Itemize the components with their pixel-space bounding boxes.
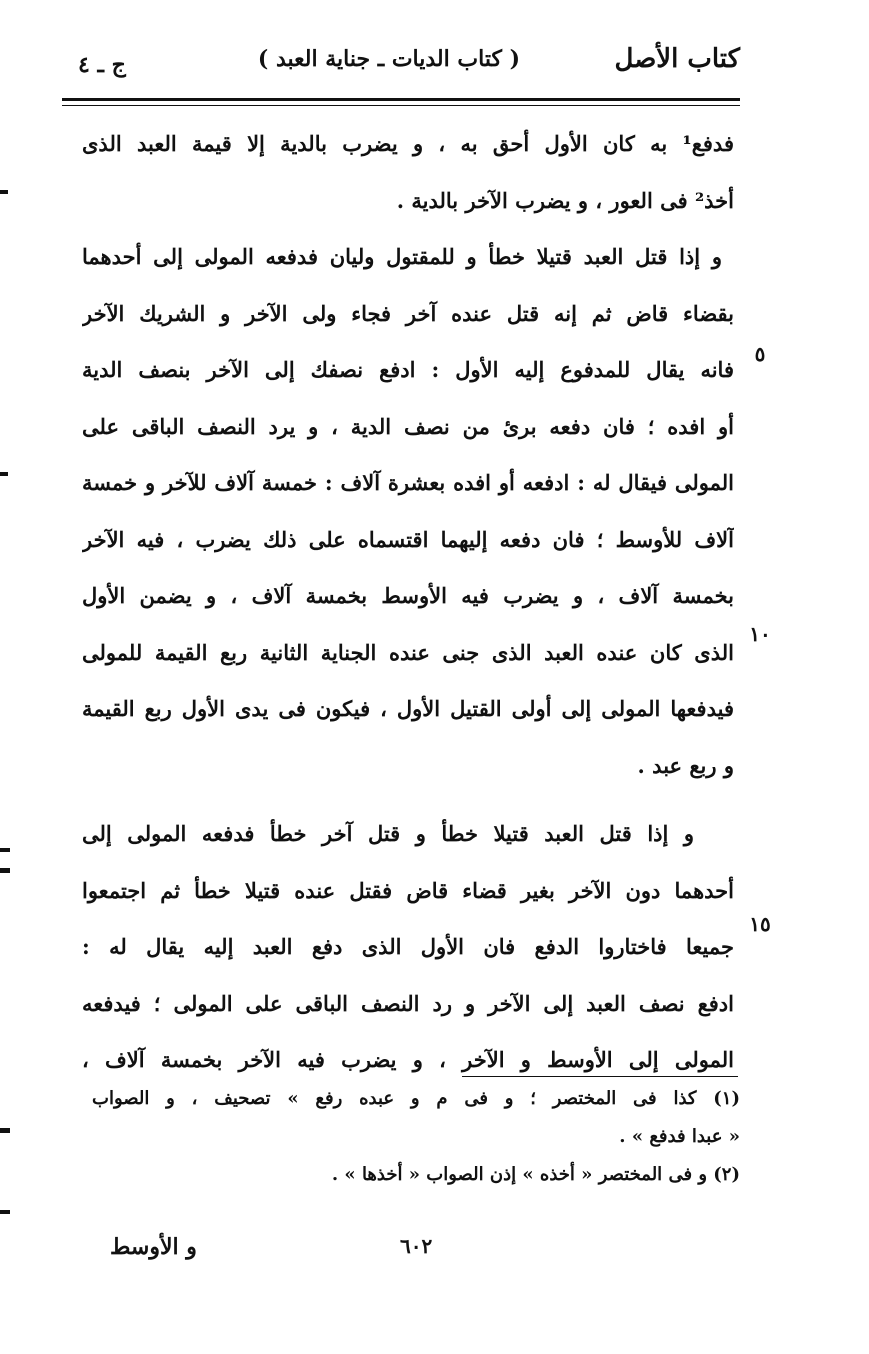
footnote-2: (٢) و فى المختصر « أخذه » إذن الصواب « أخذها » . (331, 1164, 740, 1185)
footnote-rule (462, 1076, 738, 1077)
text-line: الذى كان عنده العبد الذى جنى عنده الجناية الثانية ربع القيمة للمولى (82, 639, 734, 665)
scan-mark (0, 848, 10, 852)
text-line: جميعا فاختاروا الدفع فان الأول الذى دفع العبد إليه يقال له : (82, 934, 734, 959)
text-line: أخذ² فى العور ، و يضرب الآخر بالدية . (396, 187, 734, 213)
text-line: و إذا قتل العبد قتيلا خطأ و قتل آخر خطأ فدفعه المولى إلى (82, 821, 694, 846)
text-line: فانه يقال للمدفوع إليه الأول : ادفع نصفك إلى الآخر بنصف الدية (82, 357, 734, 382)
chapter-title: ( كتاب الديات ـ جناية العبد ) (257, 46, 520, 72)
scan-mark (0, 472, 8, 476)
text-line: فدفع¹ به كان الأول أحق به ، و يضرب بالدية إلا قيمة العبد الذى (82, 131, 734, 156)
text-line: بخمسة آلاف ، و يضرب فيه الأوسط بخمسة آلاف ، و يضمن الأول (82, 583, 734, 608)
text-line: ادفع نصف العبد إلى الآخر و رد النصف الباقى على المولى ؛ فيدفعه (82, 990, 734, 1016)
volume-label: ج ـ ٤ (78, 52, 126, 78)
footnote-1-continuation: « عبدا فدفع » . (619, 1126, 740, 1147)
text-line: فيدفعها المولى إلى أولى القتيل الأول ، فيكون فى يدى الأول ربع القيمة (82, 696, 734, 721)
scan-mark (0, 1210, 10, 1214)
footnote-1: (١) كذا فى المختصر ؛ و فى م و عبده رفع » تصحيف ، و الصواب (92, 1088, 740, 1109)
header-rule-thin (62, 105, 740, 106)
header-rule-thick (62, 98, 740, 101)
running-header (60, 40, 740, 90)
text-line: و ربع عبد . (637, 752, 734, 778)
page-number: ٦٠٢ (400, 1234, 433, 1258)
text-line: المولى فيقال له : ادفعه أو افده بعشرة آلاف : خمسة آلاف للآخر و خمسة (82, 470, 734, 495)
book-title: كتاب الأصل (614, 44, 740, 74)
line-number-15: ١٥ (749, 912, 771, 936)
catchword: و الأوسط (110, 1234, 197, 1260)
text-line: أحدهما دون الآخر بغير قضاء قاض فقتل عنده قتيلا خطأ ثم اجتمعوا (82, 877, 734, 903)
scan-mark (0, 868, 10, 873)
text-line: أو افده ؛ فان دفعه برئ من نصف الدية ، و يرد النصف الباقى على (82, 413, 734, 439)
footnotes (92, 1080, 740, 1194)
line-number-10: ١٠ (749, 622, 771, 646)
scan-mark (0, 190, 8, 194)
body-text (82, 116, 734, 1089)
text-line: بقضاء قاض ثم إنه قتل عنده آخر فجاء ولى الآخر و الشريك الآخر (82, 300, 734, 326)
page-footer (100, 1228, 740, 1268)
scan-mark (0, 1128, 10, 1133)
line-number-5: ٥ (754, 342, 766, 366)
text-line: المولى إلى الأوسط و الآخر ، و يضرب فيه الآخر بخمسة آلاف ، (82, 1047, 734, 1072)
text-line: و إذا قتل العبد قتيلا خطأ و للمقتول وليان فدفعه المولى إلى أحدهما (82, 244, 722, 269)
text-line: آلاف للأوسط ؛ فان دفعه إليهما اقتسماه على ذلك يضرب ، فيه الآخر (82, 526, 734, 552)
